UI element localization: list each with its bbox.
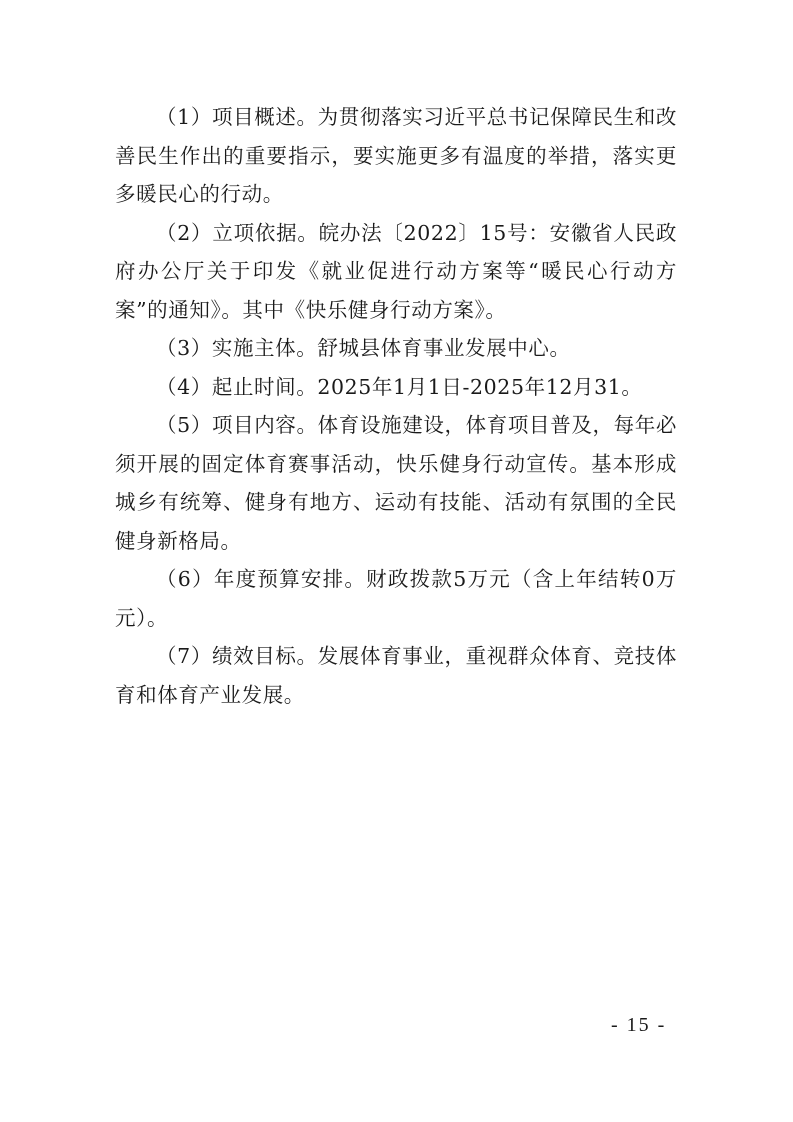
paragraph-implementing-body: （3）实施主体。舒城县体育事业发展中心。 (156, 336, 571, 360)
page-number: - 15 - (611, 1014, 667, 1036)
paragraph-time-period: （4）起止时间。2025年1月1日-2025年12月31。 (156, 374, 643, 399)
paragraph-project-content: （5）项目内容。体育设施建设，体育项目普及，每年必须开展的固定体育赛事活动，快乐健身行动宣传。基本形成城乡有统筹、健身有地方、运动有技能、活动有氛围的全民健身新格局。 (115, 413, 677, 553)
paragraph-project-overview: （1）项目概述。为贯彻落实习近平总书记保障民生和改善民生作出的重要指示，要实施更多有温度的举措，落实更多暖民心的行动。 (115, 105, 677, 206)
document-body (115, 98, 677, 714)
paragraph-performance-goal: （7）绩效目标。发展体育事业，重视群众体育、竞技体育和体育产业发展。 (115, 644, 677, 707)
paragraph-project-basis: （2）立项依据。皖办法〔2022〕15号：安徽省人民政府办公厅关于印发《就业促进行动方案等“暖民心行动方案”的通知》。其中《快乐健身行动方案》。 (115, 220, 677, 322)
paragraph-annual-budget: （6）年度预算安排。财政拨款5万元（含上年结转0万元）。 (115, 567, 677, 630)
